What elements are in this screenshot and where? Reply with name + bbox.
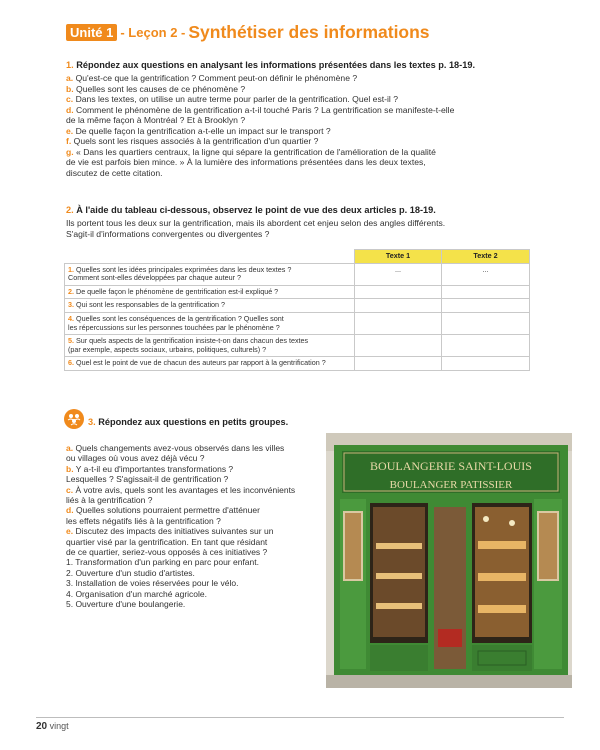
table-question-cell (65, 357, 355, 371)
question-item (66, 94, 526, 105)
table-row (65, 357, 530, 371)
section-1-questions (66, 73, 526, 178)
question-letter: e. (66, 526, 74, 537)
row-question-text: Quelles sont les conséquences de la gentrification ? Quelles sont (76, 313, 284, 323)
page-title: Synthétiser des informations (188, 22, 430, 42)
table-row (65, 285, 530, 299)
shop-sign-bottom: BOULANGER PATISSIER (389, 479, 513, 491)
section-2-intro-line: Ils portent tous les deux sur la gentrification, mais ils abordent cet enjeu selon des angles différents. (66, 218, 446, 228)
question-letter: a. (66, 443, 74, 453)
texte-1-cell (355, 285, 442, 299)
question-item (66, 84, 526, 95)
row-question-text: (par exemple, aspects sociaux, urbains, politiques, culturels) ? (68, 344, 267, 354)
table-question-cell (65, 312, 355, 334)
question-item (66, 73, 526, 84)
initiative-item: 4. Organisation d'un marché agricole. (66, 588, 208, 599)
row-question-text: De quelle façon le phénomène de gentrification est-il expliqué ? (76, 286, 279, 296)
table-header-row (65, 250, 530, 264)
texte-1-cell (355, 312, 442, 334)
question-letter: e. (66, 125, 74, 136)
question-text: Quelles sont les causes de ce phénomène ? (76, 83, 246, 94)
question-text: les effets négatifs liés à la gentrification ? (66, 515, 221, 526)
section-1-heading-text: Répondez aux questions en analysant les informations présentées dans les textes p. 18-19. (76, 60, 476, 70)
table-row (65, 335, 530, 357)
question-item (66, 136, 526, 147)
column-header-texte-1: Texte 1 (355, 250, 442, 264)
question-letter: d. (66, 104, 74, 115)
row-number: 3. (68, 300, 74, 310)
initiative-item: 2. Ouverture d'un studio d'artistes. (66, 567, 195, 578)
question-text: Comment le phénomène de la gentrification a-t-il touché Paris ? La gentrification se manifeste-t-elle (76, 104, 455, 115)
row-number: 1. (68, 264, 74, 274)
question-text: quartier visé par la gentrification. En tant que résidant (66, 536, 268, 547)
row-number: 4. (68, 313, 74, 323)
section-3 (66, 443, 316, 610)
initiative-item: 3. Installation de voies réservées pour le vélo. (66, 578, 239, 589)
section-3-heading-text: Répondez aux questions en petits groupes. (98, 417, 289, 427)
people-icon (64, 409, 84, 429)
group-work-icon (64, 409, 84, 429)
table-question-cell (65, 263, 355, 285)
section-3-questions (66, 443, 316, 557)
question-text: de ce quartier, seriez-vous opposés à ces initiatives ? (66, 547, 268, 558)
table-question-cell (65, 299, 355, 313)
question-item (66, 464, 316, 485)
question-text: « Dans les quartiers centraux, la ligne qui sépare la gentrification de l'amélioration de la qualité (76, 146, 436, 157)
initiatives-list (66, 557, 316, 609)
row-question-text: Quel est le point de vue de chacun des auteurs par rapport à la gentrification ? (76, 358, 326, 368)
question-text: Quels changements avez-vous observés dans les villes (75, 443, 285, 453)
question-letter: b. (66, 463, 74, 474)
page-footer (36, 721, 69, 732)
section-3-heading (88, 417, 288, 427)
texte-1-cell (355, 299, 442, 313)
texte-2-cell (442, 357, 530, 371)
row-question-text: Qui sont les responsables de la gentrification ? (76, 300, 226, 310)
question-text: de vie est parfois bien mince. » À la lumière des informations présentées dans les deux textes, (66, 157, 426, 167)
question-item (66, 105, 526, 126)
question-letter: c. (66, 94, 74, 104)
table-question-cell (65, 335, 355, 357)
question-letter: g. (66, 146, 74, 157)
table-row (65, 312, 530, 334)
row-question-text: Quelles sont les idées principales exprimées dans les deux textes ? (76, 264, 292, 274)
table-row (65, 263, 530, 285)
question-item (66, 147, 526, 179)
bakery-storefront-illustration (326, 433, 572, 688)
initiative-item: 5. Ouverture d'une boulangerie. (66, 599, 186, 610)
question-text: De quelle façon la gentrification a-t-elle un impact sur le transport ? (75, 125, 331, 136)
question-text: Y a-t-il eu d'importantes transformations ? (75, 463, 234, 474)
question-text: ou villages où vous avez déjà vécu ? (66, 453, 205, 464)
question-text: Qu'est-ce que la gentrification ? Comment peut-on définir le phénomène ? (75, 73, 358, 83)
question-text: Lesquelles ? S'agissait-il de gentrification ? (66, 474, 229, 485)
question-text: liés à la gentrification ? (66, 495, 153, 506)
texte-2-cell (442, 312, 530, 334)
question-text: Quelles solutions pourraient permettre d'atténuer (75, 505, 260, 516)
row-question-text: les répercussions sur les personnes touchées par le phénomène ? (68, 322, 280, 332)
question-text: Discutez des impacts des initiatives suivantes sur un (75, 526, 274, 537)
row-number: 5. (68, 336, 74, 346)
page-word: vingt (49, 721, 69, 731)
page-number: 20 (36, 721, 48, 732)
section-1 (66, 60, 526, 178)
question-item (66, 126, 526, 137)
lesson-label: - Leçon 2 - (120, 25, 186, 40)
texte-1-cell (355, 335, 442, 357)
question-text: de la même façon à Montréal ? Et à Brooklyn ? (66, 115, 246, 125)
texte-2-cell (442, 285, 530, 299)
section-2-intro-line: S'agit-il d'informations convergentes ou divergentes ? (66, 228, 270, 239)
texte-2-cell (442, 335, 530, 357)
question-text: discutez de cette citation. (66, 167, 163, 178)
page-header (66, 22, 430, 43)
bakery-photo (326, 433, 572, 688)
footer-divider (36, 717, 564, 718)
shop-sign-top: BOULANGERIE SAINT-LOUIS (370, 459, 532, 473)
unit-word: Unité (70, 25, 103, 40)
comparison-table (64, 249, 530, 371)
column-header-texte-2: Texte 2 (442, 250, 530, 264)
table-question-cell (65, 285, 355, 299)
unit-badge (66, 24, 117, 41)
initiative-item: 1. Transformation d'un parking en parc pour enfant. (66, 557, 259, 568)
texte-1-cell (355, 357, 442, 371)
question-letter: c. (66, 484, 74, 495)
question-item (66, 526, 316, 557)
section-2-heading (66, 205, 536, 215)
question-letter: b. (66, 83, 74, 94)
texte-1-cell: ... (355, 263, 442, 285)
row-number: 6. (68, 358, 74, 368)
section-2-intro (66, 218, 536, 239)
section-1-number: 1. (66, 60, 74, 70)
section-3-number: 3. (88, 417, 96, 427)
question-item (66, 505, 316, 526)
unit-number: 1 (106, 25, 114, 40)
row-number: 2. (68, 286, 74, 296)
section-2 (66, 205, 536, 239)
section-1-heading (66, 60, 526, 70)
section-2-heading-text: À l'aide du tableau ci-dessous, observez le point de vue des deux articles p. 18-19. (76, 205, 436, 215)
row-question-text: Comment sont-elles développées par chaque auteur ? (68, 273, 242, 283)
question-item (66, 443, 316, 464)
table-corner (65, 250, 355, 264)
question-text: Dans les textes, on utilise un autre terme pour parler de la gentrification. Quel est-il ? (75, 94, 398, 104)
texte-2-cell (442, 299, 530, 313)
table-body (65, 263, 530, 370)
question-item (66, 485, 316, 506)
section-2-number: 2. (66, 205, 74, 215)
table-row (65, 299, 530, 313)
question-text: Quels sont les risques associés à la gentrification d'un quartier ? (73, 136, 319, 146)
texte-2-cell: ... (442, 263, 530, 285)
question-letter: a. (66, 73, 74, 83)
row-question-text: Sur quels aspects de la gentrification insiste-t-on dans chacun des textes (76, 336, 309, 346)
question-letter: d. (66, 505, 74, 516)
question-text: À votre avis, quels sont les avantages et les inconvénients (75, 484, 296, 495)
question-letter: f. (66, 136, 72, 146)
